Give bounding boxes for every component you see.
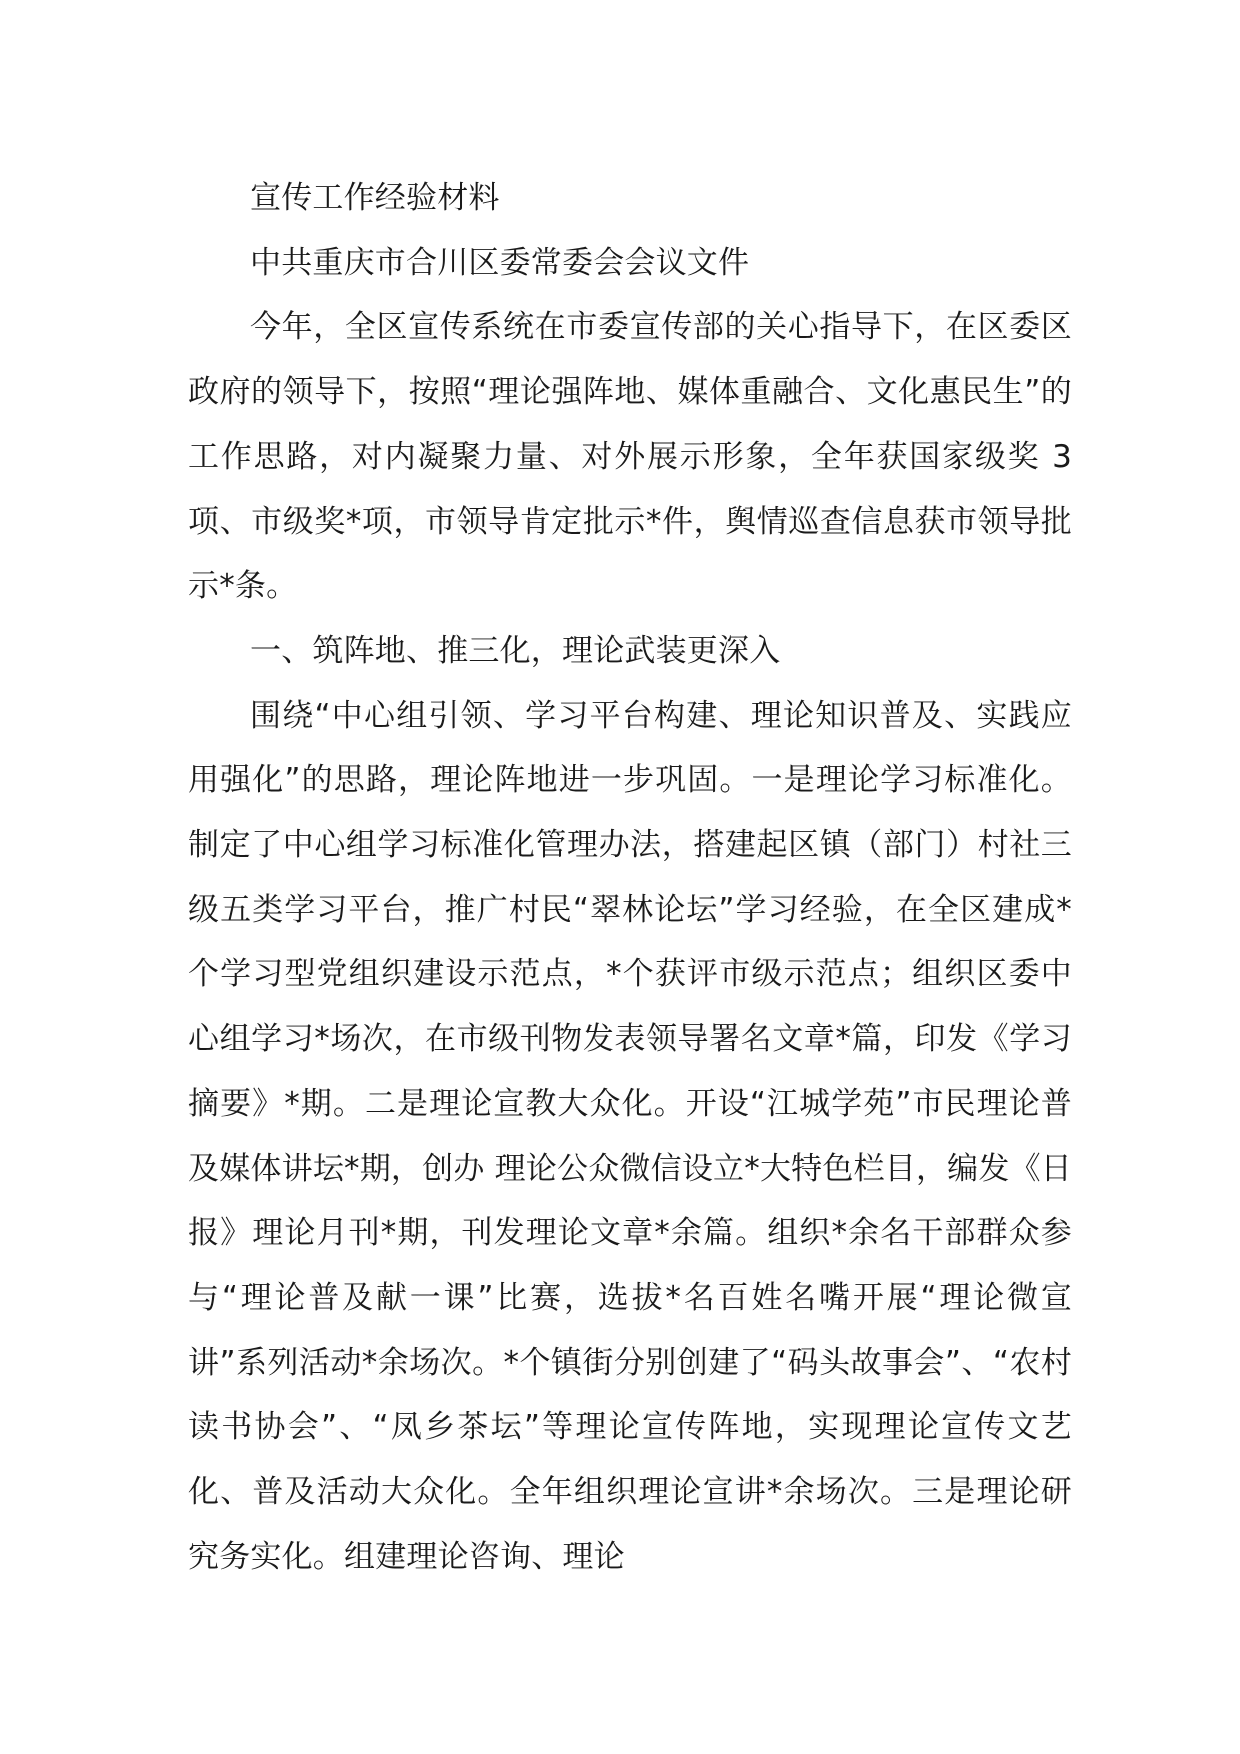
intro-paragraph: 今年，全区宣传系统在市委宣传部的关心指导下，在区委区政府的领导下，按照“理论强阵地、媒体重融合、文化惠民生”的工作思路，对内凝聚力量、对外展示形象，全年获国家级奖 3 项、市级奖*项，市领导肯定批示*件，舆情巡查信息获市领导批示*条。 — [188, 309, 1072, 605]
section-heading-1: 一、筑阵地、推三化，理论武装更深入 — [250, 632, 781, 669]
document-subtitle: 中共重庆市合川区委常委会会议文件 — [250, 244, 750, 281]
body-paragraph: 围绕“中心组引领、学习平台构建、理论知识普及、实践应用强化”的思路，理论阵地进一步巩固。一是理论学习标准化。制定了中心组学习标准化管理办法，搭建起区镇（部门）村社三级五类学习平台，推广村民“翠林论坛”学习经验，在全区建成*个学习型党组织建设示范点，*个获评市级示范点；组织区委中心组学习*场次，在市级刊物发表领导署名文章*篇，印发《学习摘要》*期。二是理论宣教大众化。开设“江城学苑”市民理论普及媒体讲坛*期，创办 理论公众微信设立*大特色栏目，编发《日报》理论月刊*期，刊发理论文章*余篇。组织*余名干部群众参与“理论普及献一课”比赛，选拔*名百姓名嘴开展“理论微宣讲”系列活动*余场次。*个镇街分别创建了“码头故事会”、“农村读书协会”、“凤乡茶坛”等理论宣传阵地，实现理论宣传文艺化、普及活动大众化。全年组织理论宣讲*余场次。三是理论研究务实化。组建理论咨询、理论 — [188, 697, 1072, 1575]
document-body — [188, 166, 1072, 1589]
document-title: 宣传工作经验材料 — [250, 180, 500, 216]
